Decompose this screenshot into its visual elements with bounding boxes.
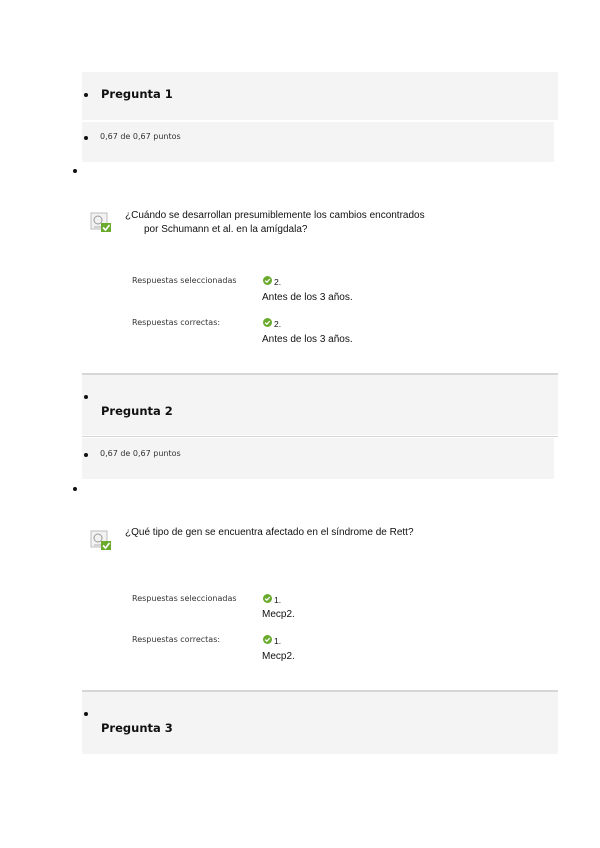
divider: [82, 436, 558, 437]
bullet: [84, 395, 88, 399]
correct-check-icon: [263, 276, 272, 285]
bullet: [84, 712, 88, 716]
correct-answer-label: Respuestas correctas:: [132, 635, 221, 644]
selected-answer-number: 1.: [274, 595, 282, 605]
correct-check-icon: [263, 594, 272, 603]
bullet: [84, 136, 88, 140]
question-1-text-line2: por Schumann et al. en la amígdala?: [144, 224, 308, 235]
correct-answer-text: Antes de los 3 años.: [262, 334, 353, 345]
question-1-title: Pregunta 1: [101, 87, 173, 101]
bullet: [73, 487, 77, 491]
question-1-text-line1: ¿Cuándo se desarrollan presumiblemente los cambios encontrados: [125, 210, 425, 221]
correct-answer-number: 2.: [274, 319, 282, 329]
selected-answer-label: Respuestas seleccionadas: [132, 594, 237, 603]
question-2-text: ¿Qué tipo de gen se encuentra afectado en el síndrome de Rett?: [125, 527, 414, 538]
question-2-title: Pregunta 2: [101, 404, 173, 418]
question-3-title: Pregunta 3: [101, 721, 173, 735]
selected-answer-text: Antes de los 3 años.: [262, 292, 353, 303]
question-1-points-row: [82, 122, 554, 162]
selected-answer-label: Respuestas seleccionadas: [132, 276, 237, 285]
correct-answer-label: Respuestas correctas:: [132, 318, 221, 327]
bullet: [84, 453, 88, 457]
correct-answer-text: Mecp2.: [262, 651, 295, 662]
bullet: [84, 93, 88, 97]
question-2-points: 0,67 de 0,67 puntos: [100, 449, 181, 458]
selected-answer-text: Mecp2.: [262, 609, 295, 620]
correct-check-icon: [263, 318, 272, 327]
bullet: [73, 169, 77, 173]
correct-check-icon: [263, 635, 272, 644]
question-2-points-row: [82, 438, 554, 479]
graded-question-check-icon: [90, 529, 112, 551]
correct-answer-number: 1.: [274, 636, 282, 646]
selected-answer-number: 2.: [274, 277, 282, 287]
graded-question-check-icon: [90, 211, 112, 233]
question-1-points: 0,67 de 0,67 puntos: [100, 132, 181, 141]
